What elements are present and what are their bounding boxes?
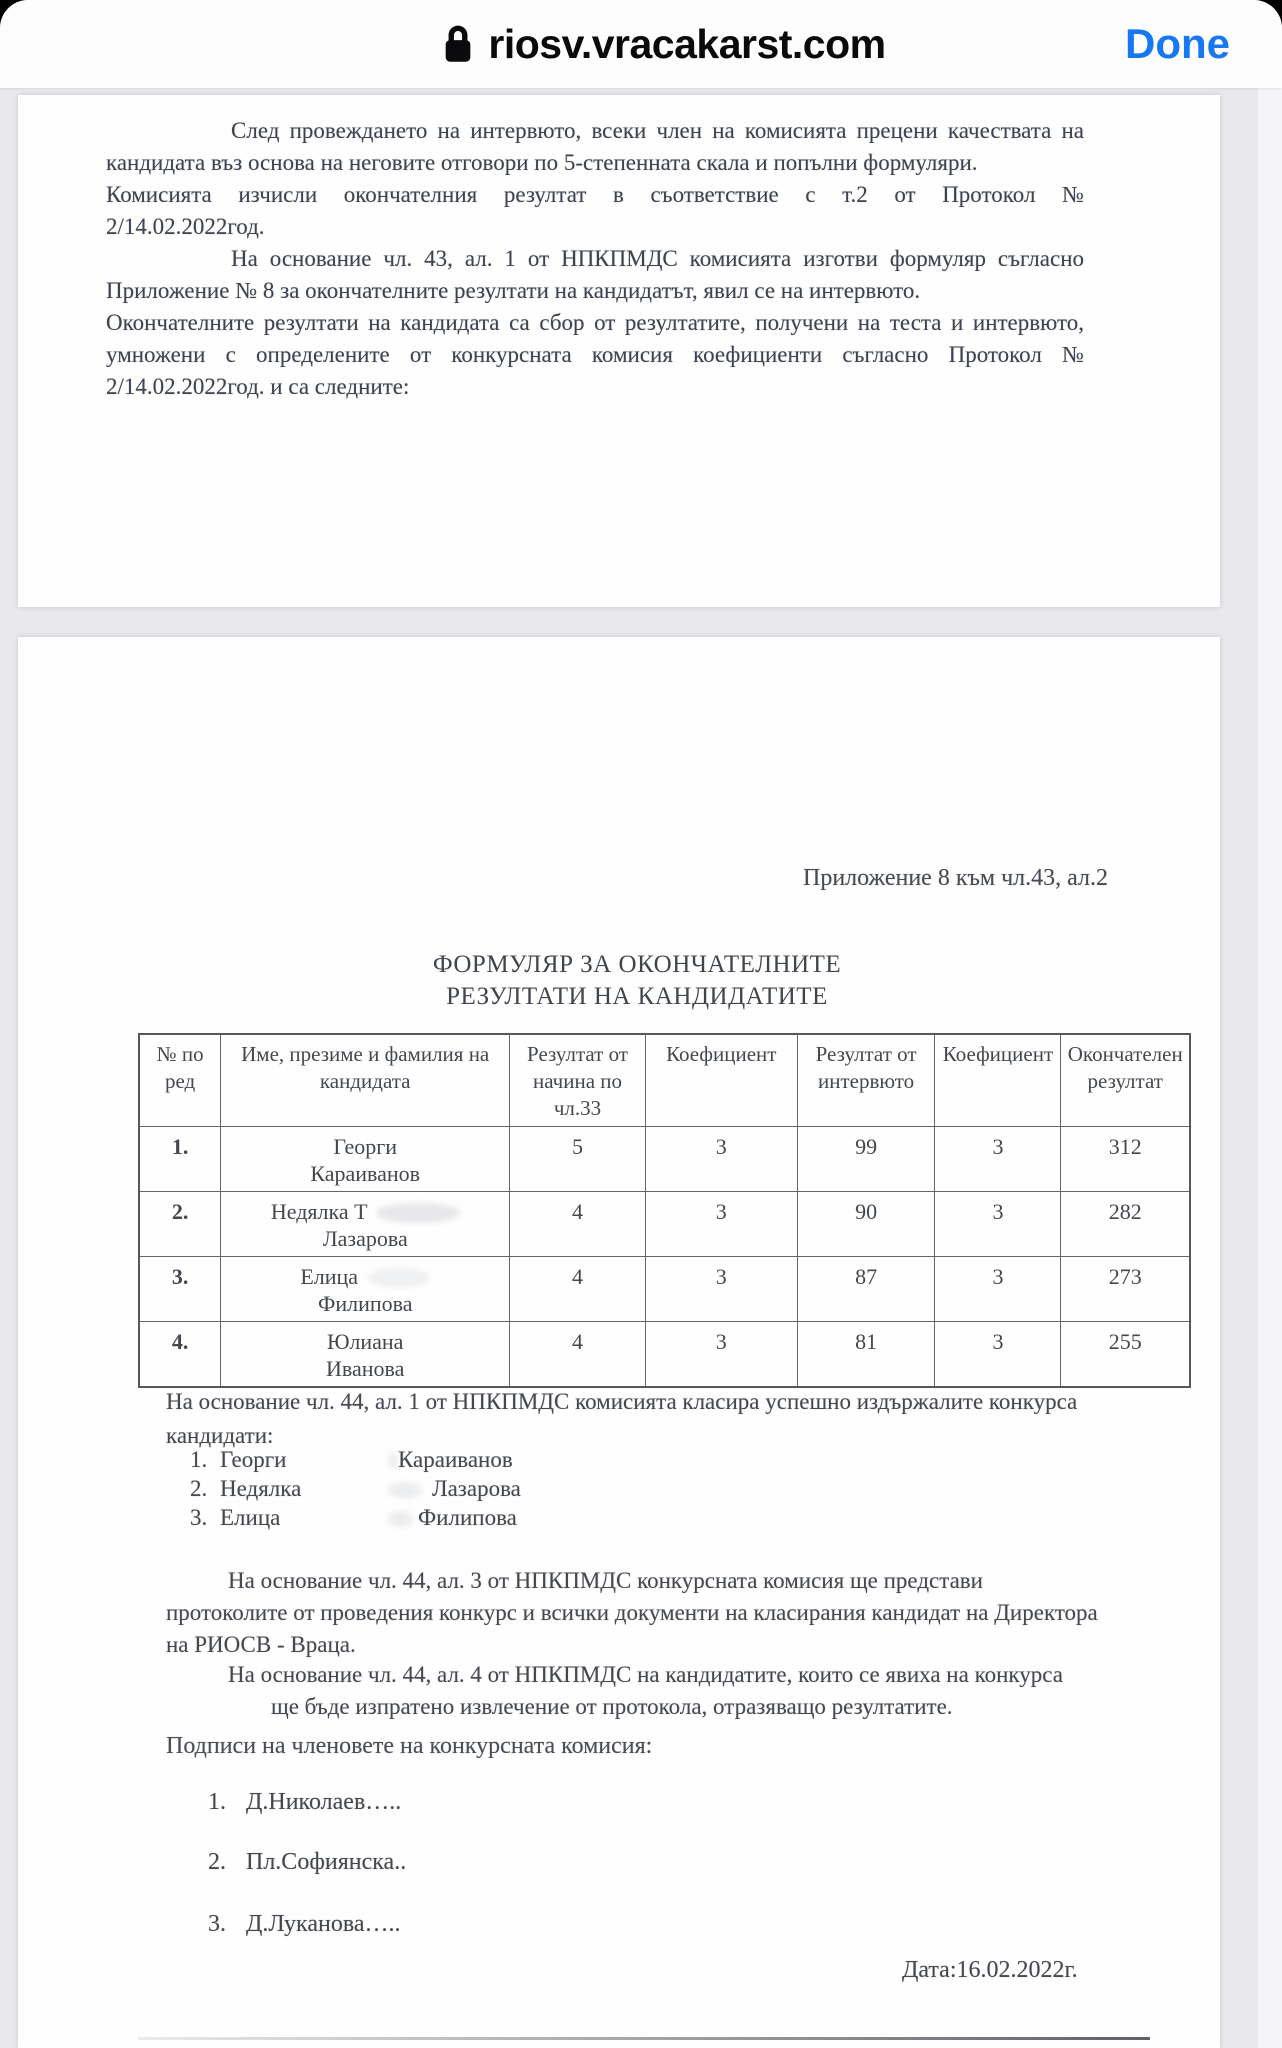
coefficient: 3 — [935, 1257, 1061, 1322]
annex-label: Приложение 8 към чл.43, ал.2 — [803, 865, 1108, 891]
ranked-candidates-list — [190, 1445, 521, 1532]
row-number: 3. — [139, 1257, 221, 1322]
signature-item — [208, 1849, 406, 1876]
redaction-smudge — [368, 1268, 430, 1288]
coefficient: 3 — [645, 1127, 797, 1192]
paragraph-line: На основание чл. 44, ал. 1 от НПКПМДС комисията класира успешно издържалите конкурса — [166, 1389, 1078, 1414]
coefficient: 3 — [935, 1322, 1061, 1388]
header-cell: Резултат от начина по чл.33 — [510, 1034, 646, 1127]
redaction-smudge — [388, 1482, 422, 1498]
table-row — [139, 1192, 1190, 1257]
paragraph-line: След провеждането на интервюто, всеки член на комисията прецени качествата на — [231, 118, 1084, 143]
first-name: Елица — [220, 1505, 281, 1530]
date-label: Дата:16.02.2022г. — [902, 1957, 1078, 1983]
rank-number: 2. — [190, 1476, 208, 1501]
interview-result: 81 — [797, 1322, 935, 1388]
signature-number: 2. — [208, 1849, 226, 1875]
name-line: Недялка Т — [270, 1199, 368, 1224]
redaction-smudge — [376, 1203, 460, 1223]
final-result: 273 — [1061, 1257, 1190, 1322]
signature-number: 3. — [208, 1911, 226, 1937]
scroll-gutter — [1258, 88, 1282, 2048]
paragraph-line: кандидати: — [166, 1423, 274, 1448]
header-cell: Коефициент — [645, 1034, 797, 1127]
paragraph-line: на РИОСВ - Враца. — [166, 1632, 356, 1657]
url-text: riosv.vracakarst.com — [488, 20, 886, 67]
name-line: Юлиана — [327, 1329, 404, 1354]
final-result: 255 — [1061, 1322, 1190, 1388]
paragraph-line: На основание чл. 44, ал. 4 от НПКПМДС на кандидатите, които се явиха на конкурса — [228, 1662, 1063, 1687]
rank-number: 3. — [190, 1505, 208, 1530]
first-name: Георги — [220, 1447, 287, 1472]
header-cell: Резултат от интервюто — [797, 1034, 935, 1127]
final-result: 312 — [1061, 1127, 1190, 1192]
candidate-name — [221, 1257, 510, 1322]
redaction-smudge — [388, 1511, 414, 1527]
coefficient: 3 — [645, 1192, 797, 1257]
signature-number: 1. — [208, 1789, 226, 1815]
paragraph-line: Комисията изчисли окончателния резултат в съответствие с т.2 от Протокол № — [106, 182, 1084, 207]
test-result: 4 — [510, 1192, 646, 1257]
paragraph-line: На основание чл. 44, ал. 3 от НПКПМДС конкурсната комисия ще представи — [228, 1568, 983, 1593]
final-result: 282 — [1061, 1192, 1190, 1257]
last-name: Филипова — [418, 1505, 517, 1530]
table-row — [139, 1127, 1190, 1192]
name-line: Елица — [300, 1264, 359, 1289]
signature-name: Д.Николаев….. — [246, 1789, 402, 1815]
header-cell: № по ред — [139, 1034, 221, 1127]
classification-paragraph — [166, 1385, 1106, 1453]
scan-edge-line — [138, 2037, 1150, 2040]
paragraph-line: умножени с определените от конкурсната комисия коефициенти съгласно Протокол № — [106, 342, 1084, 367]
row-number: 4. — [139, 1322, 221, 1388]
name-line: Георги — [333, 1134, 398, 1159]
table-row — [139, 1322, 1190, 1388]
table-row — [139, 1257, 1190, 1322]
coefficient: 3 — [935, 1127, 1061, 1192]
test-result: 4 — [510, 1257, 646, 1322]
handover-paragraph — [166, 1565, 1131, 1661]
list-item — [190, 1503, 521, 1532]
paragraph-line: Окончателните резултати на кандидата са сбор от резултатите, получени на теста и интервюто, — [106, 310, 1084, 335]
name-line: Караиванов — [310, 1161, 421, 1186]
document-page-2 — [18, 637, 1220, 2048]
paragraph-line: протоколите от проведения конкурс и всички документи на класирания кандидат на Директора — [166, 1600, 1098, 1625]
paragraph-line: 2/14.02.2022год. — [106, 214, 265, 239]
last-name: Лазарова — [432, 1476, 521, 1501]
test-result: 5 — [510, 1127, 646, 1192]
list-item — [190, 1474, 521, 1503]
signatures-title: Подписи на членовете на конкурсната комисия: — [166, 1733, 653, 1759]
document-page-1 — [18, 95, 1220, 607]
coefficient: 3 — [645, 1257, 797, 1322]
signature-name: Пл.Софиянска.. — [246, 1849, 407, 1875]
coefficient: 3 — [935, 1192, 1061, 1257]
candidate-name — [221, 1192, 510, 1257]
done-button[interactable]: Done — [1125, 0, 1230, 88]
signature-item — [208, 1789, 401, 1816]
lock-icon — [442, 23, 474, 65]
candidate-name — [221, 1127, 510, 1192]
page1-text — [106, 115, 1084, 403]
last-name: Караиванов — [398, 1447, 513, 1472]
notification-paragraph — [166, 1659, 1131, 1723]
interview-result: 87 — [797, 1257, 935, 1322]
name-line: Лазарова — [322, 1226, 408, 1251]
header-cell: Коефициент — [935, 1034, 1061, 1127]
table-header-row — [139, 1034, 1190, 1127]
form-title-line2: РЕЗУЛТАТИ НА КАНДИДАТИТЕ — [446, 983, 828, 1010]
url-box — [442, 21, 885, 68]
name-line: Филипова — [317, 1291, 413, 1316]
paragraph-line: Приложение № 8 за окончателните резултати на кандидатът, явил се на интервюто. — [106, 278, 921, 303]
rank-number: 1. — [190, 1447, 208, 1472]
test-result: 4 — [510, 1322, 646, 1388]
redaction-smudge — [388, 1453, 398, 1469]
paragraph-line: кандидата въз основа на неговите отговори по 5-степенната скала и попълни формуляри. — [106, 150, 978, 175]
signature-item — [208, 1911, 401, 1938]
row-number: 1. — [139, 1127, 221, 1192]
interview-result: 90 — [797, 1192, 935, 1257]
name-line: Иванова — [326, 1356, 405, 1381]
paragraph-line: 2/14.02.2022год. и са следните: — [106, 374, 410, 399]
first-name: Недялка — [220, 1476, 302, 1501]
header-cell: Име, презиме и фамилия на кандидата — [221, 1034, 510, 1127]
signature-name: Д.Луканова….. — [246, 1911, 401, 1937]
paragraph-line: ще бъде изпратено извлечение от протокола, отразяващо резултатите. — [271, 1694, 953, 1719]
browser-header — [0, 0, 1282, 88]
form-title-line1: ФОРМУЛЯР ЗА ОКОНЧАТЕЛНИТЕ — [432, 951, 842, 978]
interview-result: 99 — [797, 1127, 935, 1192]
candidate-name — [221, 1322, 510, 1388]
form-title — [18, 949, 1238, 1013]
results-table — [138, 1033, 1191, 1388]
header-cell: Окончателен резултат — [1061, 1034, 1190, 1127]
list-item — [190, 1445, 521, 1474]
paragraph-line: На основание чл. 43, ал. 1 от НПКПМДС комисията изготви формуляр съгласно — [231, 246, 1084, 271]
coefficient: 3 — [645, 1322, 797, 1388]
row-number: 2. — [139, 1192, 221, 1257]
